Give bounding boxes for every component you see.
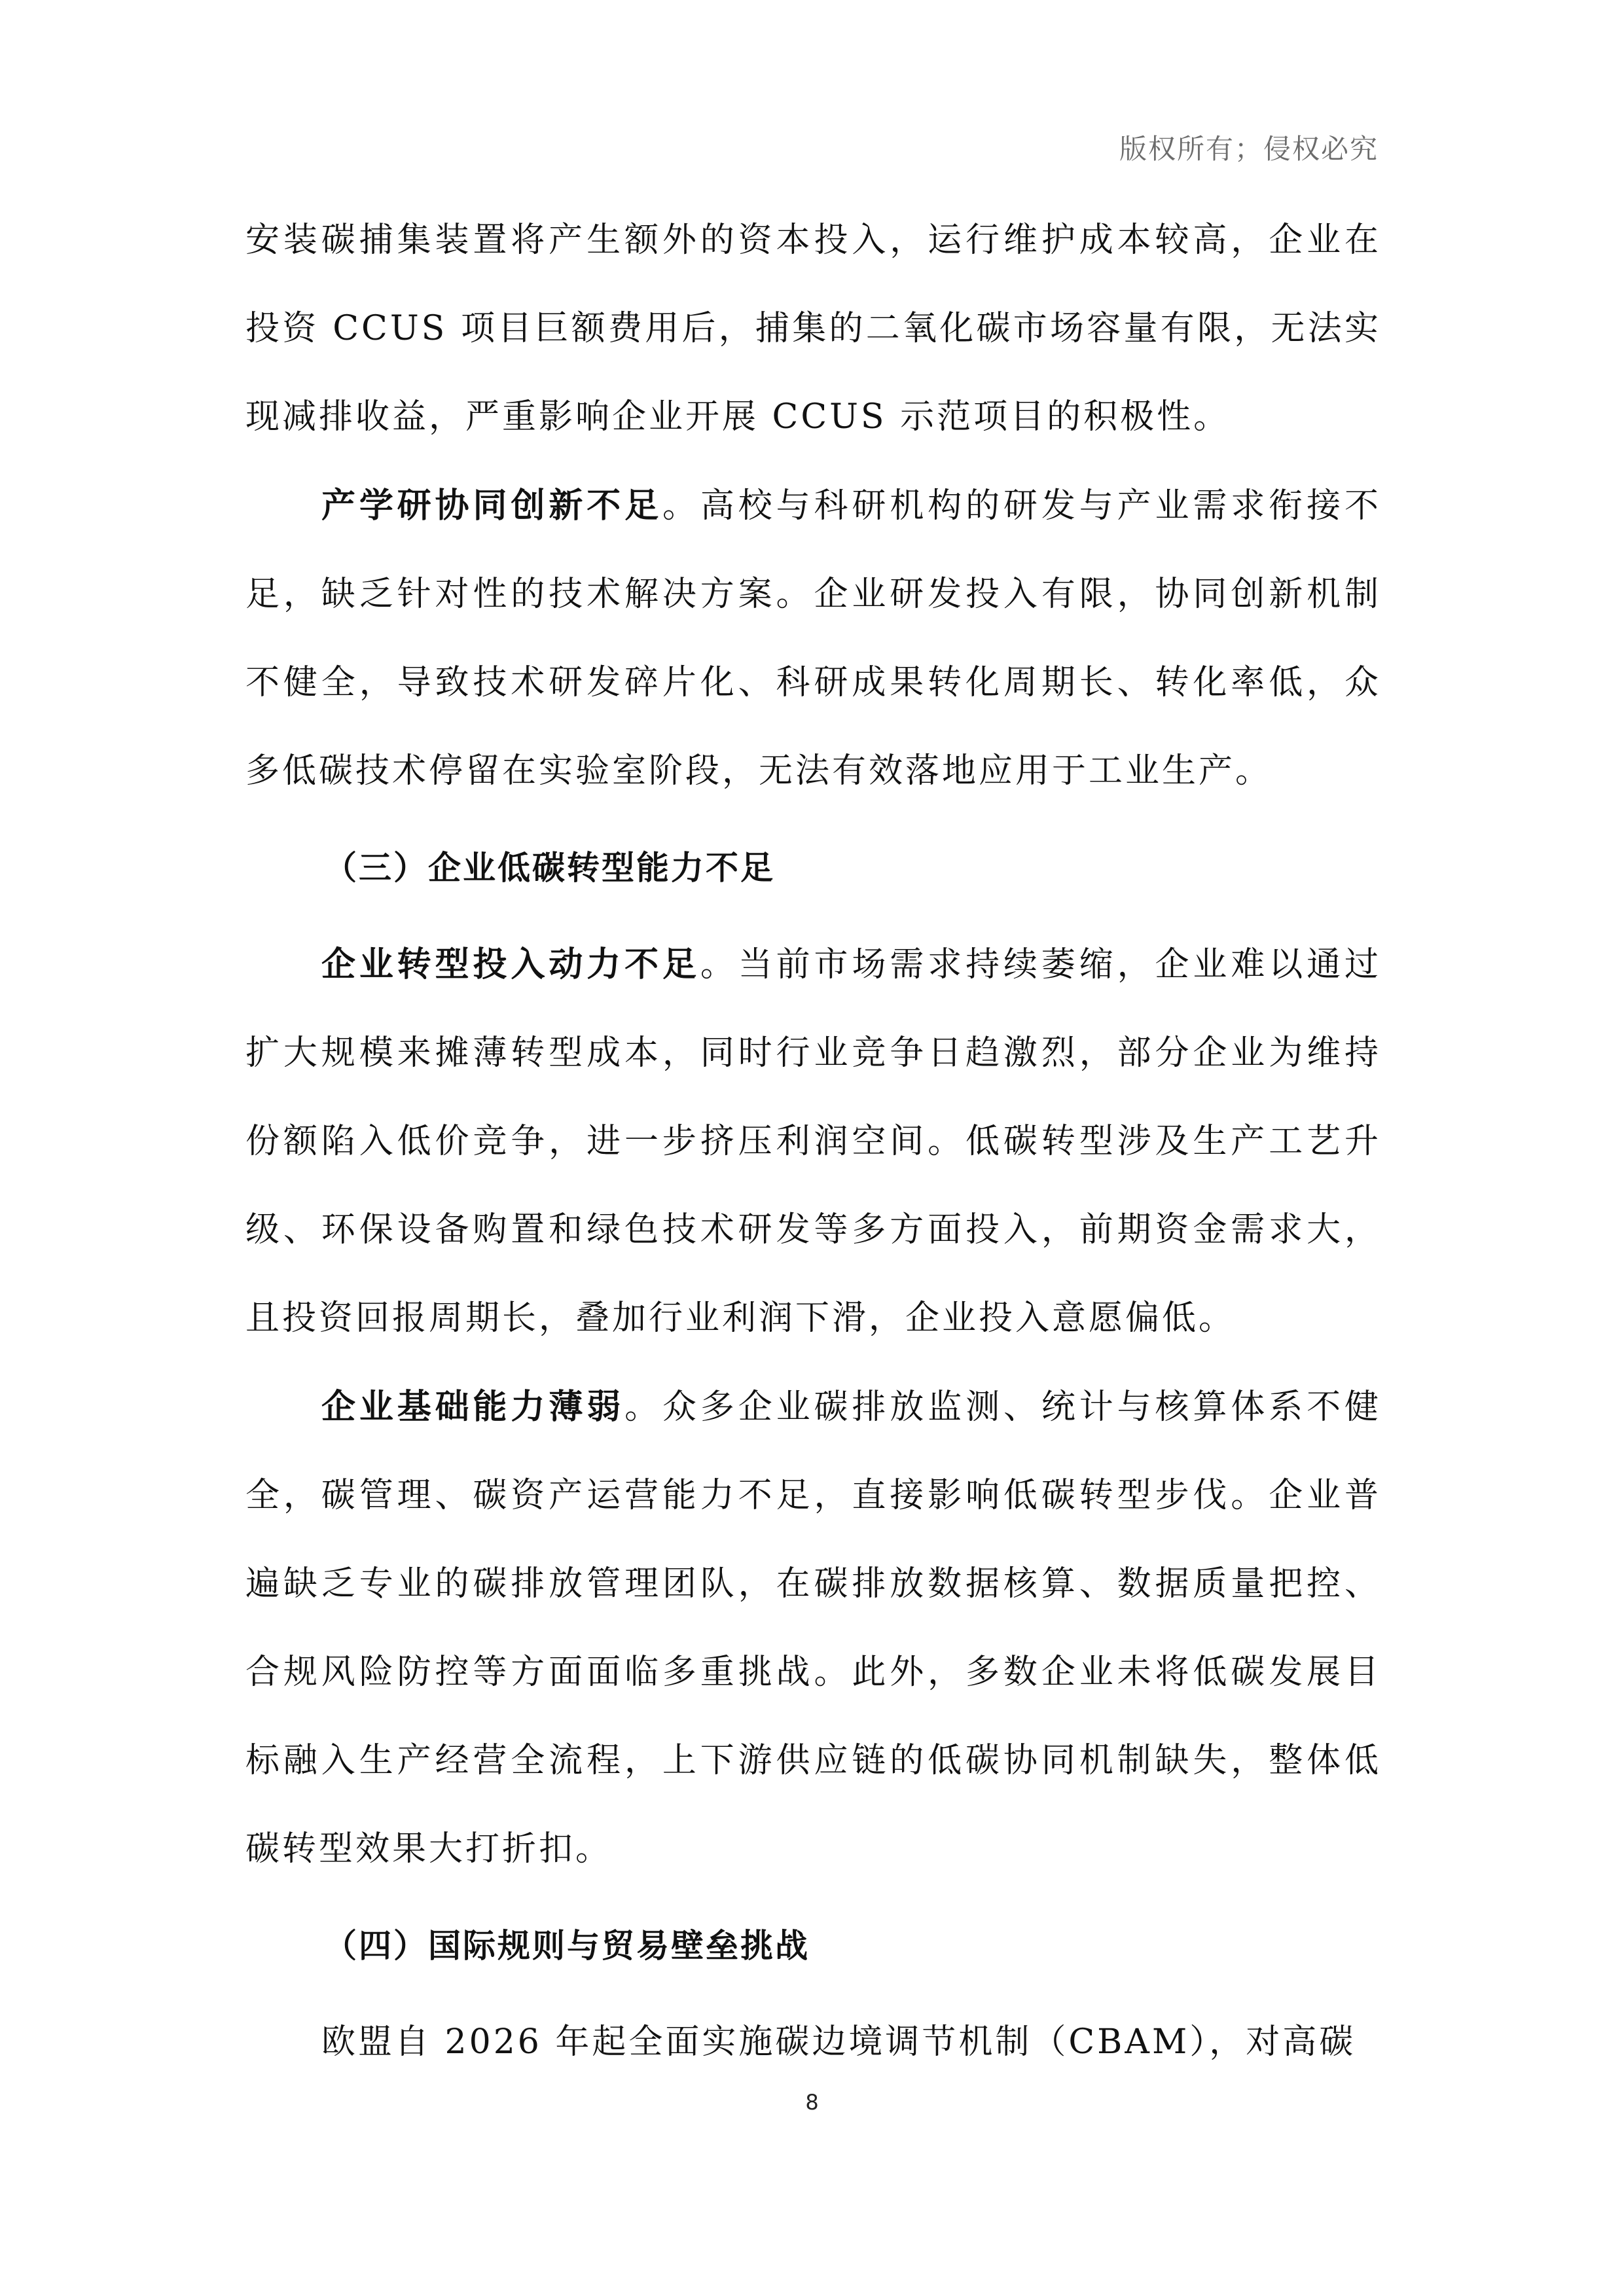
paragraph-transformation-motivation — [245, 920, 1381, 1363]
section-heading-3: （三）企业低碳转型能力不足 — [324, 849, 775, 887]
paragraph-lead-collaborative-innovation: 产学研协同创新不足 — [321, 486, 662, 526]
page-body — [245, 196, 1381, 2087]
paragraph-lead-transformation-motivation: 企业转型投入动力不足 — [321, 944, 700, 984]
paragraph-basic-capability — [245, 1363, 1381, 1893]
section-heading-4: （四）国际规则与贸易壁垒挑战 — [324, 1927, 810, 1965]
paragraph-text-collaborative-innovation: 。高校与科研机构的研发与产业需求衔接不足，缺乏针对性的技术解决方案。企业研发投入有限，协同创新机制不健全，导致技术研发碎片化、科研成果转化周期长、转化率低，众多低碳技术停留在实验室阶段，无法有效落地应用于工业生产。 — [245, 486, 1381, 791]
paragraph-lead-basic-capability: 企业基础能力薄弱 — [321, 1387, 625, 1427]
paragraph-eu-cbam: 欧盟自 2026 年起全面实施碳边境调节机制（CBAM），对高碳 — [321, 2022, 1356, 2062]
paragraph-ccus-cost: 安装碳捕集装置将产生额外的资本投入，运行维护成本较高，企业在投资 CCUS 项目巨额费用后，捕集的二氧化碳市场容量有限，无法实现减排收益，严重影响企业开展 CCUS 示范项目的积极性。 — [245, 221, 1381, 437]
copyright-notice: 版权所有；侵权必究 — [1119, 133, 1379, 165]
paragraph-text-transformation-motivation: 。当前市场需求持续萎缩，企业难以通过扩大规模来摊薄转型成本，同时行业竞争日趋激烈，部分企业为维持份额陷入低价竞争，进一步挤压利润空间。低碳转型涉及生产工艺升级、环保设备购置和绿色技术研发等多方面投入，前期资金需求大，且投资回报周期长，叠加行业利润下滑，企业投入意愿偏低。 — [245, 945, 1381, 1338]
paragraph-text-basic-capability: 。众多企业碳排放监测、统计与核算体系不健全，碳管理、碳资产运营能力不足，直接影响低碳转型步伐。企业普遍缺乏专业的碳排放管理团队，在碳排放数据核算、数据质量把控、合规风险防控等方面面临多重挑战。此外，多数企业未将低碳发展目标融入生产经营全流程，上下游供应链的低碳协同机制缺失，整体低碳转型效果大打折扣。 — [245, 1388, 1381, 1869]
page-number: 8 — [805, 2090, 819, 2115]
paragraph-collaborative-innovation — [245, 461, 1381, 816]
